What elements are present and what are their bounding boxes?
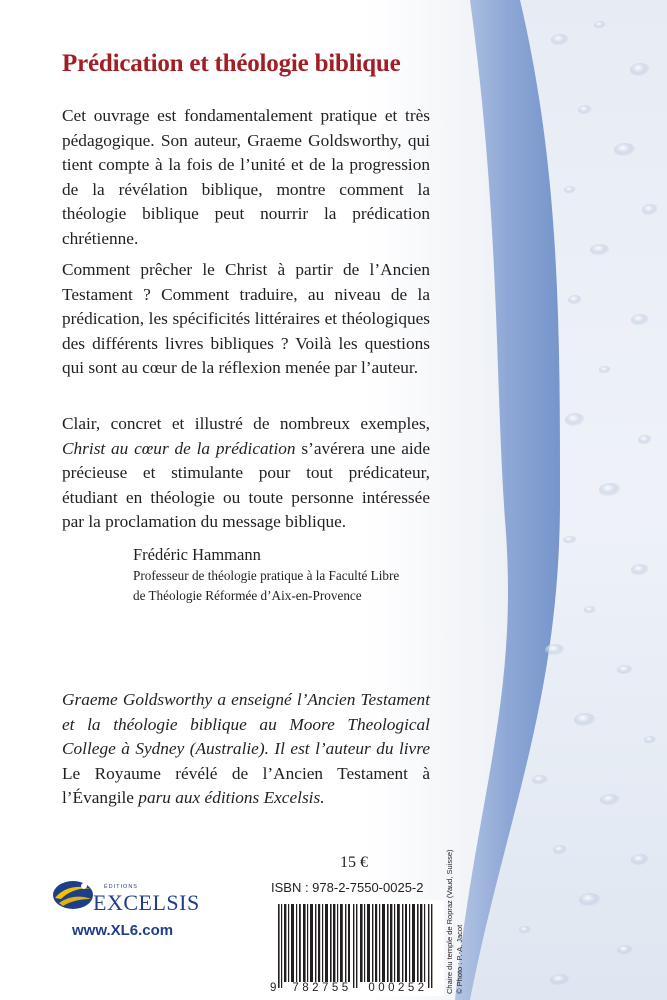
publisher-website-link[interactable]: www.XL6.com bbox=[72, 922, 174, 939]
description-paragraph-2 bbox=[62, 258, 430, 381]
bio-outro: paru aux éditions Excelsis. bbox=[133, 788, 325, 808]
description-paragraph-3 bbox=[62, 412, 430, 535]
signatory-role-line-1: Professeur de théologie pratique à la Faculté Libre bbox=[133, 568, 400, 583]
description-text-3 bbox=[62, 412, 430, 535]
signatory-name: Frédéric Hammann bbox=[133, 545, 261, 564]
p3-end: s’avérera une aide précieuse et stimulante pour tout prédicateur, étudiant en théologie ou toute personne intéressée par la proclamation du message biblique. bbox=[62, 438, 430, 532]
barcode-digits bbox=[270, 982, 442, 994]
photo-credit-line-2: © Photo : P.-A. Jacot bbox=[455, 924, 464, 994]
bio-intro: Graeme Goldsworthy a enseigné l’Ancien Testament et la théologie biblique au Moore Theological College à Sydney (Australie). Il est l’auteur du livre bbox=[62, 690, 430, 759]
description-text-1: Cet ouvrage est fondamentalement pratique et très pédagogique. Son auteur, Graeme Goldsworthy, qui tient compte à la fois de l’unité et de la progression de la révélation biblique, montre comment la théologie biblique peut nourrir la prédication chrétienne. bbox=[62, 106, 430, 248]
price-label: 15 € bbox=[340, 854, 368, 871]
endorsement-signature bbox=[133, 544, 433, 606]
book-title-reference: Christ au cœur de la prédication bbox=[62, 438, 296, 458]
author-bio-text bbox=[62, 688, 430, 811]
signatory-role-line-2: de Théologie Réformée d’Aix-en-Provence bbox=[133, 588, 362, 603]
photo-credit bbox=[445, 849, 465, 994]
photo-credit-line-1: Chaire du temple de Ropraz (Vaud, Suisse) bbox=[445, 849, 454, 994]
isbn-label: ISBN : 978-2-7550-0025-2 bbox=[271, 880, 424, 895]
description-paragraph-1 bbox=[62, 104, 430, 252]
barcode-digit-group-1: 782755 bbox=[292, 982, 352, 994]
barcode-digit-first: 9 bbox=[270, 982, 277, 994]
author-bio bbox=[62, 688, 430, 811]
publisher-prefix: ÉDITIONS bbox=[104, 884, 138, 890]
barcode-digit-group-2: 000252 bbox=[368, 982, 428, 994]
description-text-2: Comment prêcher le Christ à partir de l’Ancien Testament ? Comment traduire, au niveau de la prédication, les spécificités littéraires et théologiques des différents livres bibliques ? Voilà les questions qui sont au cœur de la réflexion menée par l’auteur. bbox=[62, 260, 430, 378]
publisher-name: EXCELSIS bbox=[93, 890, 200, 915]
p3-start: Clair, concret et illustré de nombreux exemples, bbox=[62, 414, 430, 433]
bio-book-title: Le Royaume révélé de l’Ancien Testament à l’Évangile bbox=[62, 763, 430, 808]
page-title: Prédication et théologie biblique bbox=[62, 50, 401, 77]
